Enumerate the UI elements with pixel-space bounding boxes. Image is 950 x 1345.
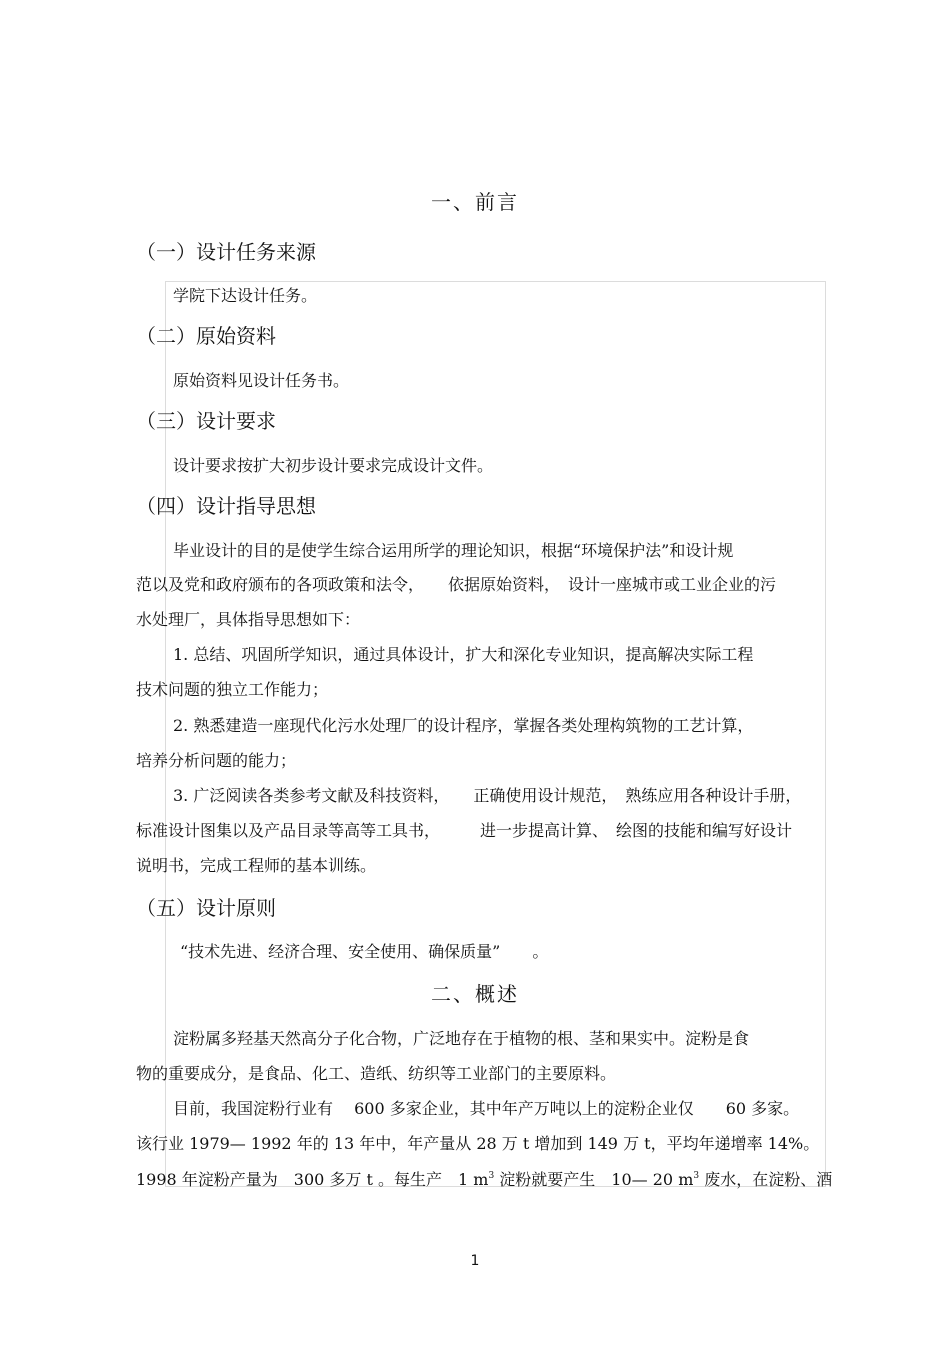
- guiding-line-9: 标准设计图集以及产品目录等高等工具书， 进一步提高计算、 绘图的技能和编写好设计: [136, 821, 793, 840]
- overview-line-3: 目前，我国淀粉行业有 600 多家企业，其中年产万吨以上的淀粉企业仅 60 多家。: [173, 1099, 800, 1118]
- overview-line-2: 物的重要成分，是食品、化工、造纸、纺织等工业部门的主要原料。: [136, 1064, 617, 1083]
- guiding-line-8: 3. 广泛阅读各类参考文献及科技资料， 正确使用设计规范， 熟练应用各种设计手册，: [173, 786, 802, 805]
- section-title-overview: 二、概述: [431, 982, 519, 1006]
- paragraph-original-data: 原始资料见设计任务书。: [173, 371, 350, 390]
- paragraph-task-source: 学院下达设计任务。: [173, 286, 318, 305]
- overview-line-5-part-b: 淀粉就要产生 10— 20 m: [494, 1170, 694, 1189]
- section-title-preface: 一、前言: [431, 190, 519, 214]
- heading-guiding-ideas: （四）设计指导思想: [136, 494, 316, 518]
- overview-line-1: 淀粉属多羟基天然高分子化合物，广泛地存在于植物的根、茎和果实中。淀粉是食: [173, 1029, 750, 1048]
- heading-design-principles: （五）设计原则: [136, 896, 276, 920]
- guiding-line-1: 毕业设计的目的是使学生综合运用所学的理论知识，根据“环境保护法”和设计规: [173, 541, 734, 560]
- heading-task-source: （一）设计任务来源: [136, 240, 316, 264]
- guiding-line-5: 技术问题的独立工作能力；: [136, 680, 329, 699]
- overview-line-4: 该行业 1979— 1992 年的 13 年中，年产量从 28 万 t 增加到 149 万 t，平均年递增率 14%。: [136, 1134, 820, 1153]
- superscript-cubic-2: 3: [693, 1171, 700, 1181]
- page-number: 1: [470, 1253, 480, 1269]
- overview-line-5: [136, 1170, 832, 1190]
- overview-line-5-part-c: 废水，在淀粉、酒: [699, 1170, 833, 1189]
- paragraph-design-principles: “技术先进、经济合理、安全使用、确保质量” 。: [180, 942, 549, 961]
- heading-design-requirements: （三）设计要求: [136, 409, 276, 433]
- guiding-line-7: 培养分析问题的能力；: [136, 751, 297, 770]
- guiding-line-3: 水处理厂，具体指导思想如下：: [136, 610, 361, 629]
- guiding-line-2: 范以及党和政府颁布的各项政策和法令， 依据原始资料， 设计一座城市或工业企业的污: [136, 575, 777, 594]
- guiding-line-6: 2. 熟悉建造一座现代化污水处理厂的设计程序，掌握各类处理构筑物的工艺计算，: [173, 716, 754, 735]
- guiding-line-10: 说明书，完成工程师的基本训练。: [136, 856, 377, 875]
- superscript-cubic-1: 3: [488, 1171, 495, 1181]
- overview-line-5-part-a: 1998 年淀粉产量为 300 多万 t 。每生产 1 m: [136, 1170, 489, 1189]
- paragraph-design-requirements: 设计要求按扩大初步设计要求完成设计文件。: [173, 456, 494, 475]
- heading-original-data: （二）原始资料: [136, 324, 276, 348]
- guiding-line-4: 1. 总结、巩固所学知识，通过具体设计，扩大和深化专业知识，提高解决实际工程: [173, 645, 754, 664]
